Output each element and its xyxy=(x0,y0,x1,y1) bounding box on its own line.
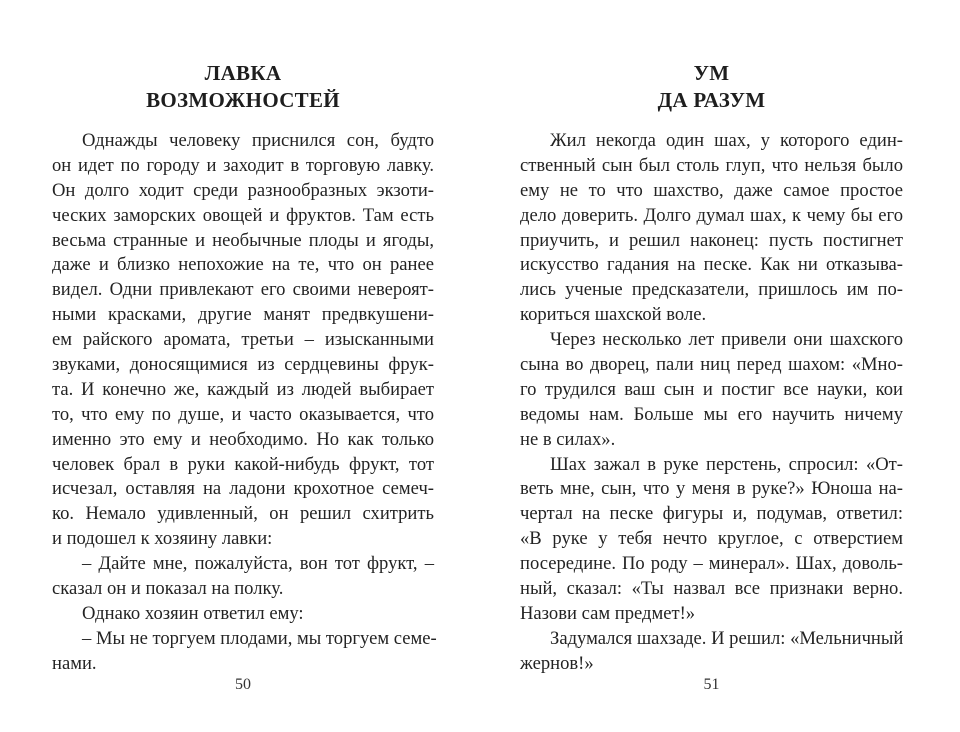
page-number-right: 51 xyxy=(703,676,720,693)
text-line: ственный сын был столь глуп, что нельзя было xyxy=(520,154,903,176)
text-line: Он долго ходит среди разнообразных экзоти- xyxy=(52,179,434,201)
text-line: исчезал, оставляя на ладони крохотное семеч- xyxy=(52,478,434,500)
text-line: «В руке у тебя нечто круглое, с отверстием xyxy=(520,528,903,550)
text-line: сказал он и показал на полку. xyxy=(52,578,284,600)
text-line: Шах зажал в руке перстень, спросил: «От- xyxy=(550,453,903,475)
text-line: он идет по городу и заходит в торговую лавку. xyxy=(52,154,434,176)
right-page-body xyxy=(520,129,903,677)
title-line: ДА РАЗУМ xyxy=(657,88,766,112)
text-line: ными красками, другие манят предвкушени- xyxy=(52,304,434,326)
page-number-left: 50 xyxy=(235,676,251,693)
left-page xyxy=(52,0,437,732)
text-line: ем райского аромата, третьи – изысканными xyxy=(52,329,434,351)
left-page-title xyxy=(52,60,434,114)
text-line: – Мы не торгуем плодами, мы торгуем семе- xyxy=(82,627,437,649)
text-line: нами. xyxy=(52,652,97,674)
text-line: сына во дворец, пали ниц перед шахом: «Мно- xyxy=(520,354,903,376)
text-line: приучить, и решил наконец: пусть постигнет xyxy=(520,229,903,251)
title-line: ЛАВКА xyxy=(204,61,282,85)
text-line: Назови сам предмет!» xyxy=(520,602,696,624)
text-line: то, что ему по душе, и часто оказывается, что xyxy=(52,403,434,425)
text-line: человек брал в руки какой-нибудь фрукт, тот xyxy=(52,453,434,475)
text-line: звуками, доносящимися из сердцевины фрук- xyxy=(52,354,434,376)
left-page-body xyxy=(52,129,437,677)
text-line: ведомы нам. Больше мы его научить ничему xyxy=(520,403,903,425)
text-line: лись ученые предсказатели, пришлось им по- xyxy=(520,279,903,301)
text-line: чертал на песке фигуры и, подумав, ответил: xyxy=(520,503,903,525)
right-page-title xyxy=(520,60,903,114)
text-line: ему не то что шахство, даже самое простое xyxy=(520,179,903,201)
text-line: веть мне, сын, что у меня в руке?» Юноша на- xyxy=(520,478,903,500)
text-line: весьма странные и необычные плоды и ягоды, xyxy=(52,229,434,251)
text-line: дело доверить. Долго думал шах, к чему бы его xyxy=(520,204,903,226)
text-line: та. И конечно же, каждый из людей выбирает xyxy=(52,378,434,400)
text-line: Задумался шахзаде. И решил: «Мельничный xyxy=(550,627,904,649)
text-line: – Дайте мне, пожалуйста, вон тот фрукт, – xyxy=(82,553,434,575)
text-line: именно это ему и необходимо. Но как только xyxy=(52,428,434,450)
text-line: и подошел к хозяину лавки: xyxy=(52,528,273,550)
text-line: кориться шахской воле. xyxy=(520,304,707,326)
text-line: ческих заморских овощей и фруктов. Там есть xyxy=(52,204,434,226)
text-line: Через несколько лет привели они шахского xyxy=(550,329,903,351)
text-line: жернов!» xyxy=(520,652,594,674)
text-line: даже и близко непохожие на те, что он ранее xyxy=(52,254,434,276)
title-line: ВОЗМОЖНОСТЕЙ xyxy=(146,88,340,112)
text-line: Однажды человеку приснился сон, будто xyxy=(82,130,434,151)
text-line: ный, сказал: «Ты назвал все признаки верно. xyxy=(520,578,903,600)
text-line: ко. Немало удивленный, он решил схитрить xyxy=(52,503,434,525)
text-line: не в силах». xyxy=(520,428,616,450)
text-line: Однако хозяин ответил ему: xyxy=(82,602,304,624)
text-line: посередине. По роду – минерал». Шах, доволь- xyxy=(520,553,903,575)
title-line: УМ xyxy=(693,61,730,85)
text-line: Жил некогда один шах, у которого един- xyxy=(550,130,903,151)
text-line: искусство гадания на песке. Как ни отказыва- xyxy=(520,254,903,276)
right-page xyxy=(520,0,903,732)
text-line: видел. Одни привлекают его своими невероят- xyxy=(52,279,434,301)
text-line: го трудился ваш сын и постиг все науки, кои xyxy=(520,378,903,400)
